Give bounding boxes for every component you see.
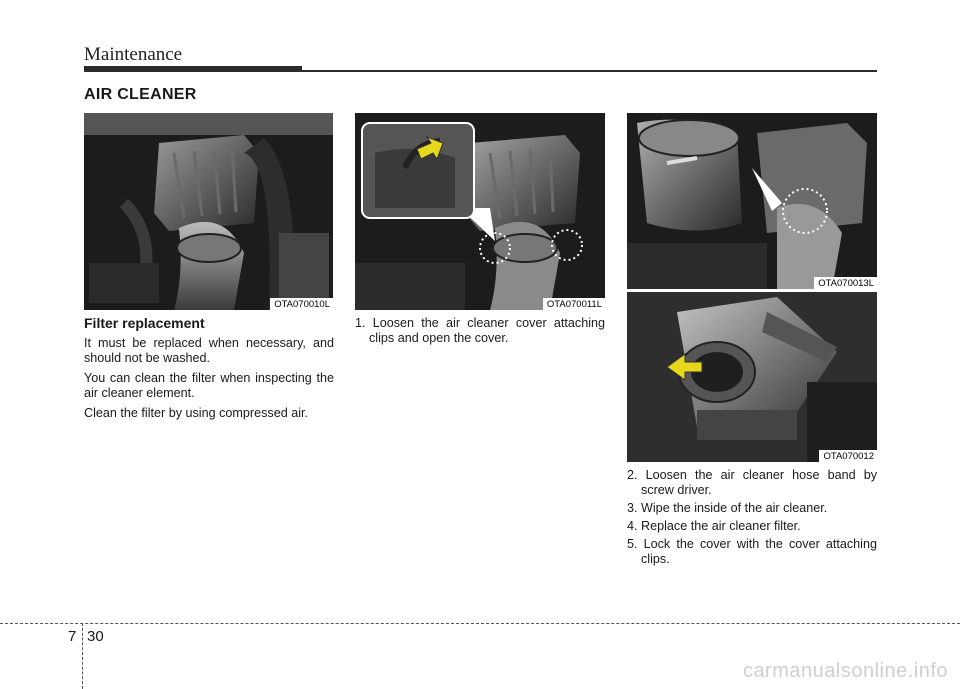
step-item: 4. Replace the air cleaner filter.: [627, 519, 801, 533]
column-steps-2-5: [627, 468, 877, 570]
figure-code: OTA070013L: [814, 277, 877, 289]
figure-code: OTA070011L: [543, 298, 605, 310]
filter-housing-photo: [627, 292, 877, 462]
cover-clips-photo: [355, 113, 605, 310]
page-number: 30: [87, 628, 104, 645]
header-rule-thick: [84, 66, 302, 72]
paragraph: You can clean the filter when inspecting the air cleaner element.: [84, 371, 334, 400]
header-title: Maintenance: [84, 44, 183, 65]
column-filter-replacement: [84, 316, 334, 426]
step-list: [627, 468, 877, 567]
subsection-title: Filter replacement: [84, 315, 205, 331]
chapter-number: 7: [68, 628, 77, 645]
step-item: 1. Loosen the air cleaner cover attaching clips and open the cover.: [355, 316, 605, 345]
engine-bay-photo: [84, 113, 333, 310]
step-item: 2. Loosen the air cleaner hose band by screw driver.: [627, 468, 877, 497]
paragraph: It must be replaced when necessary, and should not be washed.: [84, 336, 334, 365]
watermark: carmanualsonline.info: [742, 660, 948, 682]
paragraph: Clean the filter by using compressed air.: [84, 406, 308, 420]
footer-divider: [82, 623, 83, 689]
column-step-1: [355, 316, 605, 349]
footer-rule: [0, 623, 960, 624]
figure-code: OTA070012: [819, 450, 877, 462]
step-item: 3. Wipe the inside of the air cleaner.: [627, 501, 828, 515]
figure-code: OTA070010L: [270, 298, 333, 310]
step-item: 5. Lock the cover with the cover attaching clips.: [627, 537, 877, 566]
section-title: AIR CLEANER: [84, 86, 197, 103]
step-list: [355, 316, 605, 346]
hose-band-photo: [627, 113, 877, 289]
header-rule-thin: [302, 70, 877, 72]
